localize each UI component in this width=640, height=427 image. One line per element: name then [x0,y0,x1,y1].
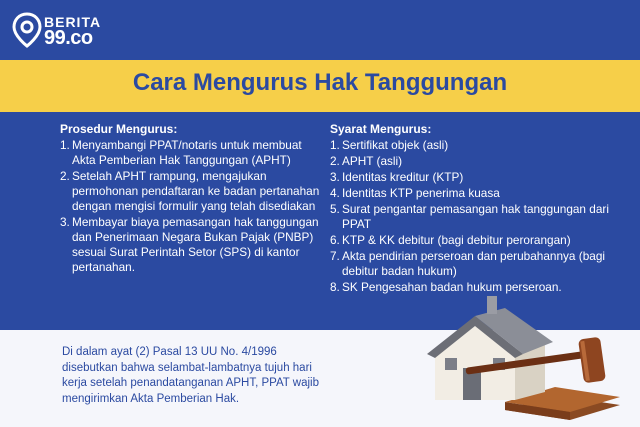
list-item: 1. Sertifikat objek (asli) [330,138,449,152]
brand-line1: BERITA [44,14,102,30]
list-item: 3. Membayar biaya pemasangan hak tanggungan dan Penerimaan Negara Bukan Pajak (PNBP) sesuai Surat Perintah Setor (SPS) di kantor pertanahan. [60,215,319,274]
legal-note: Di dalam ayat (2) Pasal 13 UU No. 4/1996 disebutkan bahwa selambat-lambatnya tujuh hari kerja setelah penandatanganan APHT, PPAT wajib mengirimkan Akta Pemberian Hak. [62,346,320,405]
brand-line2: 99.co [44,27,93,49]
list-item: 6. KTP & KK debitur (bagi debitur perorangan) [330,233,571,247]
list-item: 5. Surat pengantar pemasangan hak tanggungan dari PPAT [330,202,609,231]
house-icon [427,296,553,400]
house-gavel-illustration [405,280,625,420]
prosedur-section [60,122,322,276]
page-title: Cara Mengurus Hak Tanggungan [132,69,508,96]
prosedur-heading: Prosedur Mengurus: [60,122,178,136]
list-item: 2. Setelah APHT rampung, mengajukan permohonan pendaftaran ke badan pertanahan dengan mengisi formulir yang telah disediakan [60,169,320,213]
list-item: 3. Identitas kreditur (KTP) [330,170,464,184]
brand-logo [12,10,172,50]
list-item: 8. SK Pengesahan badan hukum perseroan. [330,280,562,294]
list-item: 4. Identitas KTP penerima kuasa [330,186,500,200]
location-pin-icon [12,12,42,48]
list-item: 1. Menyambangi PPAT/notaris untuk membuat Akta Pemberian Hak Tanggungan (APHT) [60,138,302,167]
list-item: 2. APHT (asli) [330,154,403,168]
list-item: 7. Akta pendirian perseroan dan perubahannya (bagi debitur badan hukum) [330,249,605,278]
syarat-section [330,122,620,296]
syarat-heading: Syarat Mengurus: [330,122,432,136]
